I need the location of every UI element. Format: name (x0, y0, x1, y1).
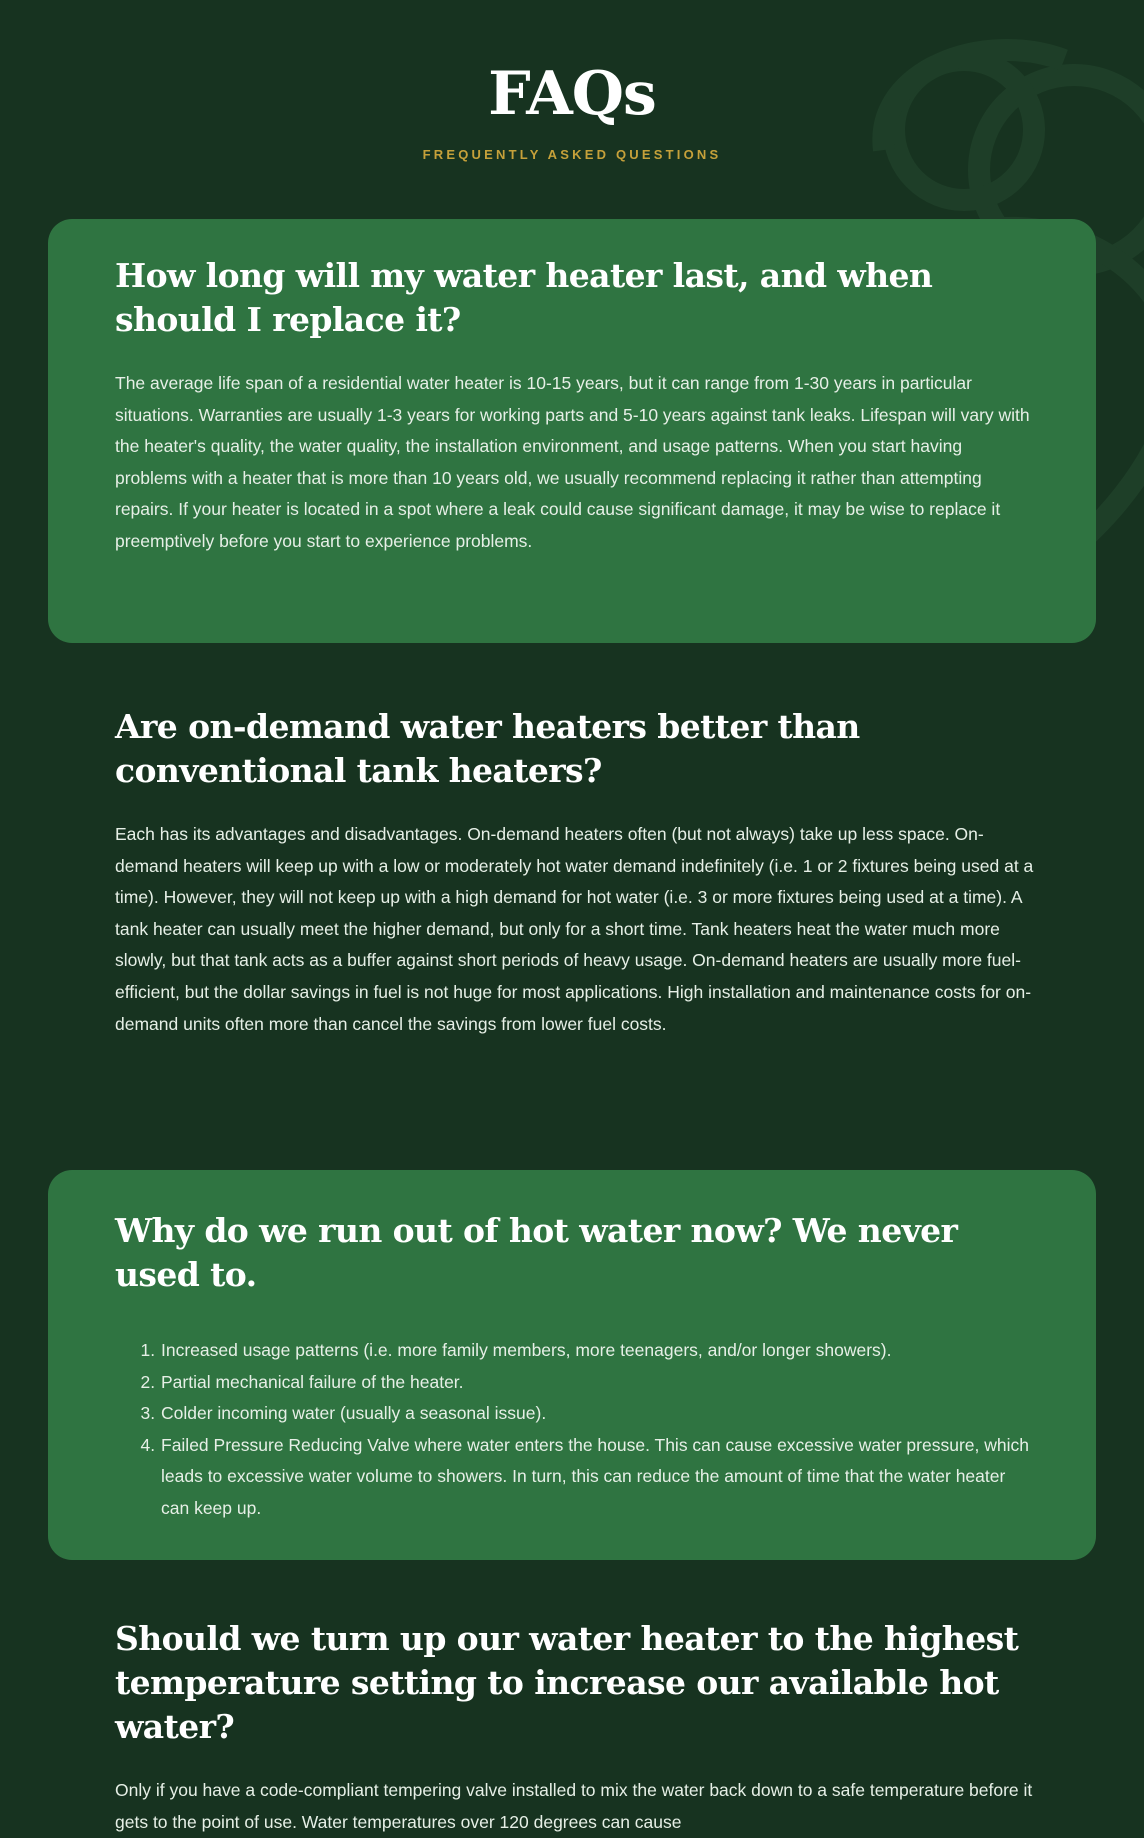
faq-question: How long will my water heater last, and when should I replace it? (115, 256, 933, 339)
faq-item (48, 643, 1096, 1170)
faq-header (0, 0, 1144, 162)
list-item: 1. Increased usage patterns (i.e. more family members, more teenagers, and/or longer showers). (160, 1335, 1034, 1367)
list-item: 4. Failed Pressure Reducing Valve where water enters the house. This can cause excessive water pressure, which leads to excessive water volume to showers. In turn, this can reduce the amount of time that the water heater can keep up. (160, 1430, 1034, 1525)
faq-item (48, 219, 1096, 643)
faq-answer: Each has its advantages and disadvantages. On-demand heaters often (but not always) take up less space. On-demand heaters will keep up with a low or moderately hot water demand indefinitely (i.e. 1 or 2 fixtures being used at a time). However, they will not keep up with a high demand for hot water (i.e. 3 or more fixtures being used at a time). A tank heater can usually meet the higher demand, but only for a short time. Tank heaters heat the water much more slowly, but that tank acts as a buffer against short periods of heavy usage. On-demand heaters are usually more fuel-efficient, but the dollar savings in fuel is not huge for most applications. High installation and maintenance costs for on-demand units often more than cancel the savings from lower fuel costs. (115, 824, 1034, 1034)
faq-item (48, 1560, 1096, 1838)
faq-answer-list (115, 1335, 1034, 1525)
faq-answer: The average life span of a residential water heater is 10-15 years, but it can range from 1-30 years in particular situations. Warranties are usually 1-3 years for working parts and 5-10 years against tank leaks. Lifespan will vary with the heater's quality, the water quality, the installation environment, and usage patterns. When you start having problems with a heater that is more than 10 years old, we usually recommend replacing it rather than attempting repairs. If your heater is located in a spot where a leak could cause significant damage, it may be wise to replace it preemptively before you start to experience problems. (115, 373, 1030, 551)
faq-question: Are on-demand water heaters better than conventional tank heaters? (115, 707, 860, 790)
faq-item (48, 1170, 1096, 1560)
page-title: FAQs (488, 59, 656, 129)
page-subtitle: FREQUENTLY ASKED QUESTIONS (422, 147, 722, 162)
faq-list (0, 219, 1144, 1838)
faq-answer: Only if you have a code-compliant tempering valve installed to mix the water back down to a safe temperature before it gets to the point of use. Water temperatures over 120 degrees can cause (115, 1780, 1033, 1832)
faq-question: Why do we run out of hot water now? We never used to. (115, 1211, 958, 1294)
list-item: 3. Colder incoming water (usually a seasonal issue). (160, 1398, 1034, 1430)
faq-question: Should we turn up our water heater to the highest temperature setting to increase our available hot water? (115, 1619, 1019, 1746)
list-item: 2. Partial mechanical failure of the heater. (160, 1367, 1034, 1399)
